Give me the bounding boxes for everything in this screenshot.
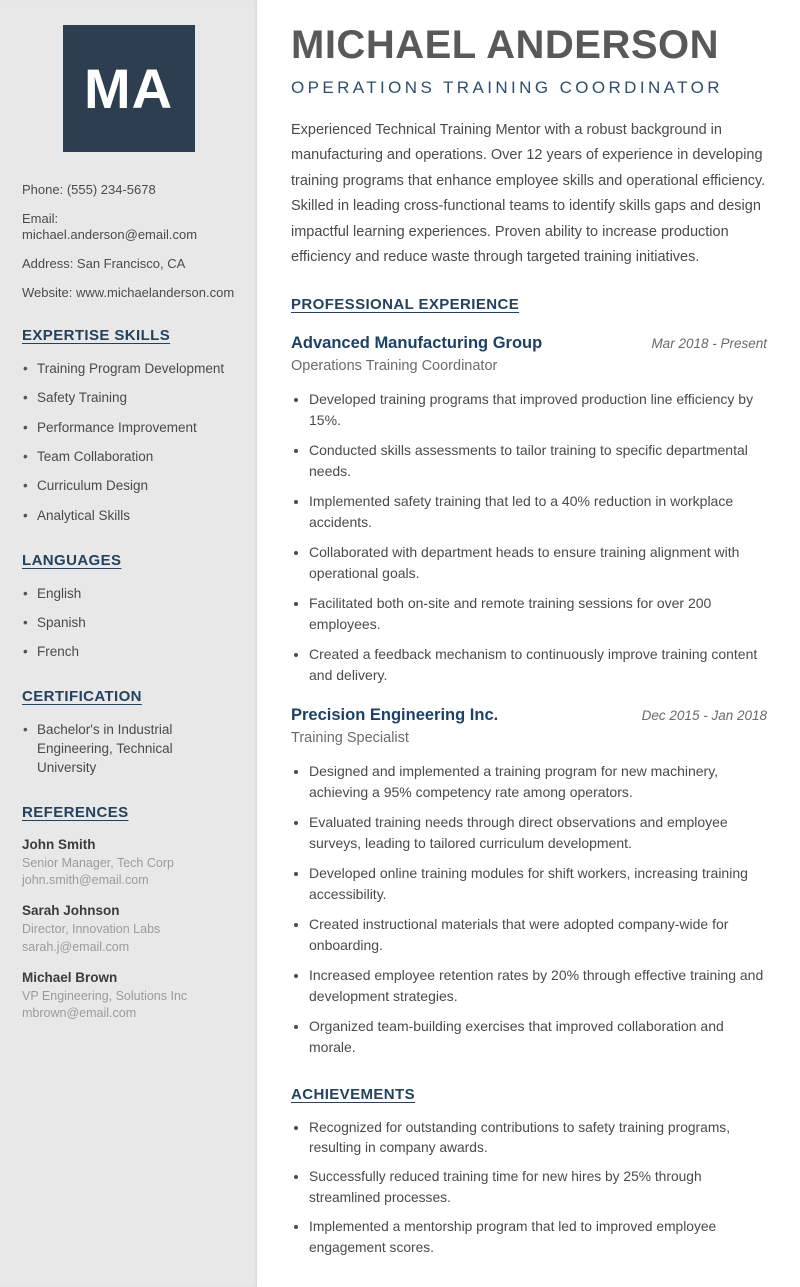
job-headline: OPERATIONS TRAINING COORDINATOR xyxy=(291,78,723,97)
contact-website: Website: www.michaelanderson.com xyxy=(22,284,235,300)
reference-name: Sarah Johnson xyxy=(22,903,120,919)
section-certification xyxy=(22,688,235,778)
job-header xyxy=(291,706,767,725)
language-item: • English xyxy=(22,585,235,604)
reference-email: sarah.j@email.com xyxy=(22,939,130,954)
job-bullet: • Created instructional materials that were adopted company-wide for onboarding. xyxy=(309,914,767,955)
contact-address: Address: San Francisco, CA xyxy=(22,255,186,271)
job-bullet: • Developed training programs that improved production line efficiency by 15%. xyxy=(309,389,767,430)
reference-entry xyxy=(22,837,235,890)
reference-entry xyxy=(22,903,235,956)
language-item: • Spanish xyxy=(22,614,235,633)
sidebar xyxy=(0,0,257,1287)
reference-entry xyxy=(22,970,235,1023)
language-item: • French xyxy=(22,643,235,662)
experience-entry xyxy=(291,706,767,1057)
skill-item: • Team Collaboration xyxy=(22,448,235,467)
job-bullet: • Facilitated both on-site and remote training sessions for over 200 employees. xyxy=(309,593,767,634)
achievement-bullet: • Successfully reduced training time for new hires by 25% through streamlined processes. xyxy=(309,1167,767,1208)
job-bullet: • Collaborated with department heads to ensure training alignment with operational goals. xyxy=(309,542,767,583)
job-bullet: • Created a feedback mechanism to continuously improve training content and delivery. xyxy=(309,644,767,685)
achievement-bullet: • Recognized for outstanding contributions to safety training programs, resulting in company awards. xyxy=(309,1118,767,1159)
job-bullet: • Developed online training modules for shift workers, increasing training accessibility. xyxy=(309,863,767,904)
reference-role: Senior Manager, Tech Corp xyxy=(22,855,174,870)
job-bullet: • Implemented safety training that led to a 40% reduction in workplace accidents. xyxy=(309,491,767,532)
expertise-skills-title: EXPERTISE SKILLS xyxy=(22,326,171,344)
skill-item: • Performance Improvement xyxy=(22,419,235,438)
monogram-initials: MA xyxy=(83,57,174,120)
main-content xyxy=(257,0,800,1287)
job-dates: Dec 2015 - Jan 2018 xyxy=(641,708,767,724)
summary-paragraph: Experienced Technical Training Mentor with a robust background in manufacturing and operations. Over 12 years of experience in developing training programs that enhance employee skills and operational efficiency. Skilled in leading cross-functional teams to identify skills gaps and design impactful learning experiences. Proven ability to increase production efficiency and reduce waste through targeted training initiatives. xyxy=(291,122,766,265)
monogram-avatar xyxy=(63,25,195,152)
certification-title: CERTIFICATION xyxy=(22,688,142,706)
contact-email: Email: michael.anderson@email.com xyxy=(22,210,198,242)
job-bullet: • Organized team-building exercises that improved collaboration and morale. xyxy=(309,1016,767,1057)
job-bullet: • Increased employee retention rates by 20% through effective training and development strategies. xyxy=(309,965,767,1006)
contact-phone: Phone: (555) 234-5678 xyxy=(22,182,156,197)
skill-item: • Safety Training xyxy=(22,389,235,408)
job-bullet: • Evaluated training needs through direct observations and employee surveys, leading to tailored curriculum development. xyxy=(309,812,767,853)
job-role: Training Specialist xyxy=(291,730,409,747)
section-achievements xyxy=(291,1086,767,1258)
reference-name: John Smith xyxy=(22,836,96,852)
company-name: Advanced Manufacturing Group xyxy=(291,334,543,353)
languages-title: LANGUAGES xyxy=(22,551,122,569)
expertise-skills-list xyxy=(22,360,235,526)
skill-item: • Curriculum Design xyxy=(22,477,235,496)
job-header xyxy=(291,334,767,353)
languages-list xyxy=(22,585,235,663)
job-bullet: • Designed and implemented a training program for new machinery, achieving a 95% competency rate among operators. xyxy=(309,761,767,802)
job-bullet-list xyxy=(291,761,767,1057)
reference-name: Michael Brown xyxy=(22,969,118,985)
reference-email: john.smith@email.com xyxy=(22,873,149,888)
reference-role: VP Engineering, Solutions Inc xyxy=(22,988,188,1003)
references-title: REFERENCES xyxy=(22,803,129,821)
job-dates: Mar 2018 - Present xyxy=(651,336,767,352)
certification-item: • Bachelor's in Industrial Engineering, Technical University xyxy=(22,721,235,778)
experience-entry xyxy=(291,334,767,685)
job-bullet-list xyxy=(291,389,767,685)
section-expertise-skills xyxy=(22,327,235,526)
achievement-bullet: • Implemented a mentorship program that led to improved employee engagement scores. xyxy=(309,1217,767,1258)
section-references xyxy=(22,804,235,1023)
skill-item: • Training Program Development xyxy=(22,360,235,379)
job-role: Operations Training Coordinator xyxy=(291,358,498,375)
achievements-bullet-list xyxy=(291,1118,767,1258)
job-bullet: • Conducted skills assessments to tailor training to specific departmental needs. xyxy=(309,440,767,481)
company-name: Precision Engineering Inc. xyxy=(291,706,499,725)
skill-item: • Analytical Skills xyxy=(22,507,235,526)
contact-block xyxy=(22,182,235,301)
certification-list xyxy=(22,721,235,778)
section-languages xyxy=(22,552,235,663)
reference-email: mbrown@email.com xyxy=(22,1006,137,1021)
reference-role: Director, Innovation Labs xyxy=(22,922,161,937)
person-name: MICHAEL ANDERSON xyxy=(291,23,720,67)
experience-section-title: PROFESSIONAL EXPERIENCE xyxy=(291,296,520,314)
achievements-section-title: ACHIEVEMENTS xyxy=(291,1085,415,1103)
